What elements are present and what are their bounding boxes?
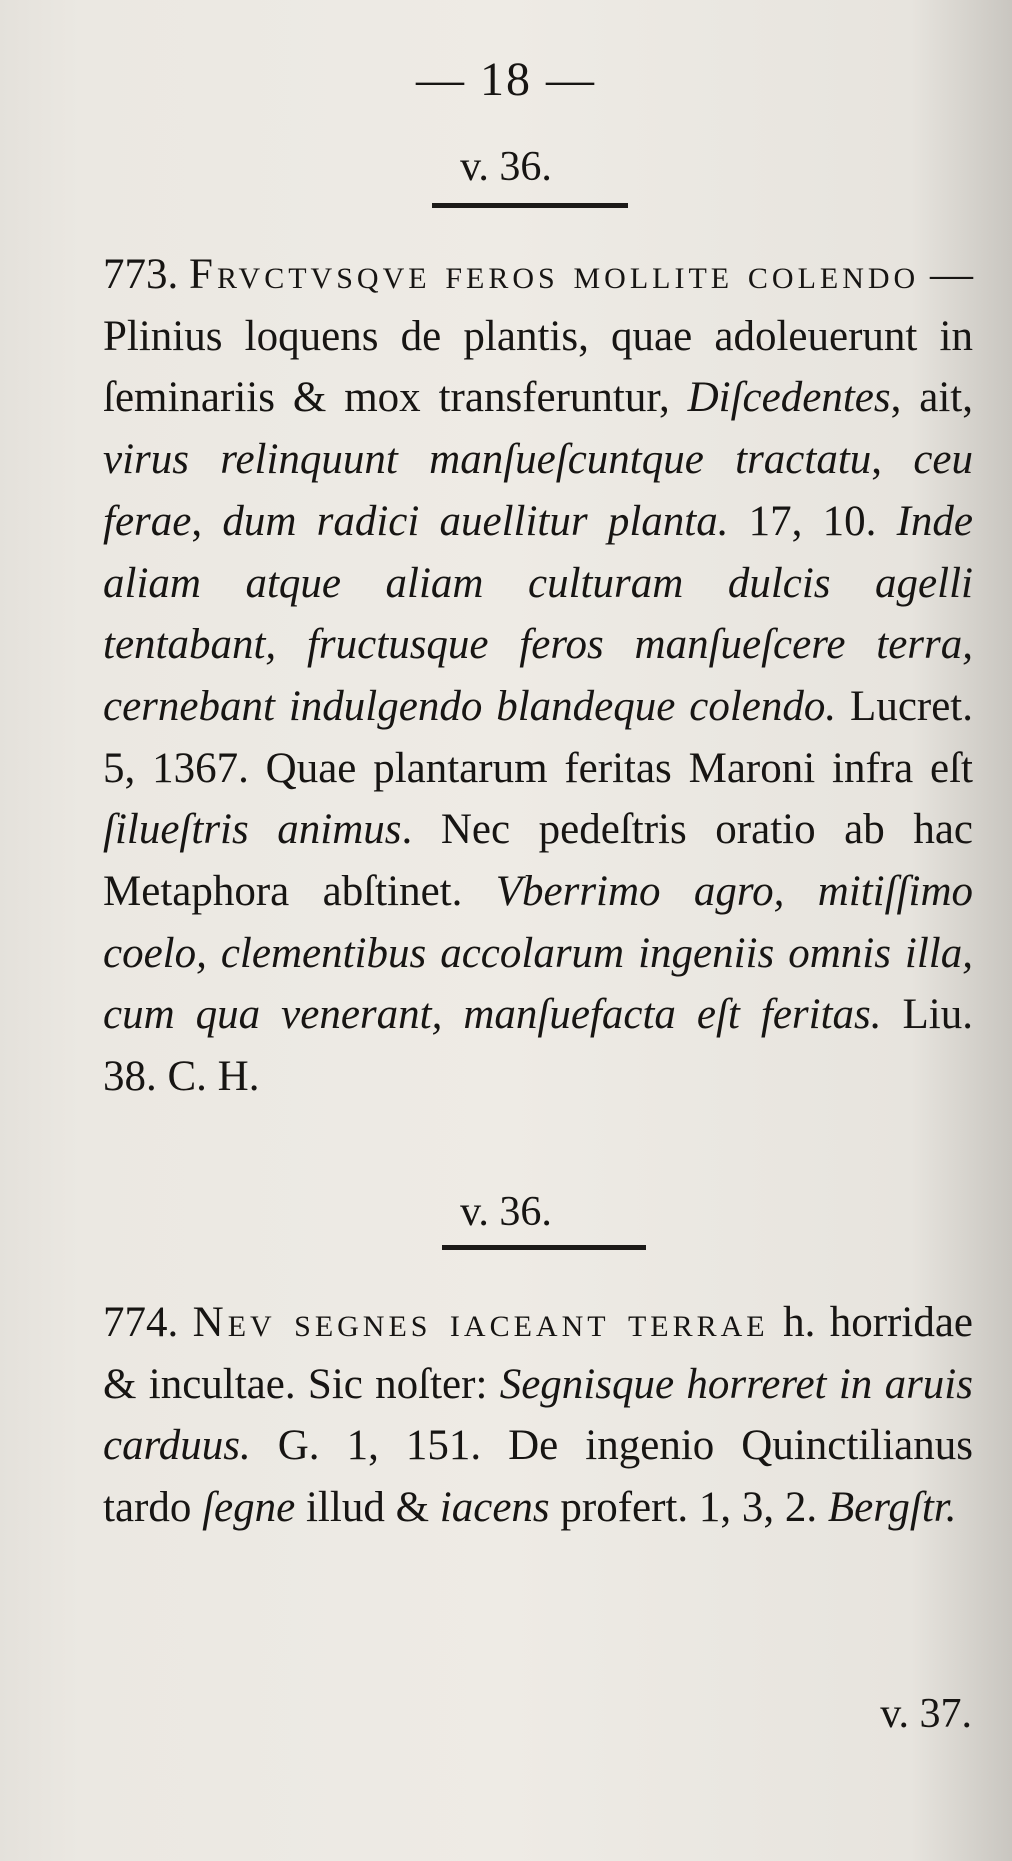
italic-run: dum radici auellitur planta. <box>222 497 729 545</box>
italic-run: virus relinquunt manſueſcuntque tractatu <box>103 436 872 484</box>
italic-run: ſilueſtris animus <box>103 806 402 854</box>
section-rule <box>442 1245 646 1250</box>
text-run: — Plinius loquens de plantis, quae adoleuerunt in ſeminariis & mox transferuntur, <box>103 251 973 422</box>
text-run: Lucret. 5, 1367. Quae plantarum feritas Maroni infra eſt <box>103 682 974 792</box>
text-run: 17, 10. <box>728 497 897 545</box>
italic-run: Vberrimo agro, mitiſſimo coelo, clementibus accolarum ingeniis omnis illa, cum qua venerant, manſuefacta eſt feritas. <box>103 868 973 1039</box>
verse-reference: v. 36. <box>460 144 552 190</box>
italic-run: ſegne <box>202 1484 296 1532</box>
entry-773 <box>103 244 973 1108</box>
italic-run: iacens <box>439 1484 550 1532</box>
text-run: G. 1, 151. De ingenio Quinctilianus tardo <box>103 1422 973 1532</box>
entry-number: 774. <box>103 1299 179 1346</box>
page-number: — 18 — <box>416 53 596 106</box>
catchword: v. 37. <box>880 1691 972 1737</box>
entry-body <box>103 251 973 1100</box>
text-run: profert. 1, 3, 2. <box>549 1484 828 1532</box>
text-run: . Nec pedeſtris oratio ab hac Metaphora abſtinet. <box>103 806 974 916</box>
text-run: h. horridae & incultae. Sic noſter: <box>103 1299 973 1408</box>
entry-heading: Frvctvsqve feros mollite colendo <box>189 251 920 298</box>
italic-run: Segnisque horreret in aruis carduus. <box>103 1360 973 1470</box>
text-run: , <box>191 497 223 545</box>
text-run: Liu. 38. C. H. <box>103 991 973 1101</box>
section-rule <box>432 203 628 208</box>
text-run: , ait, <box>890 374 973 422</box>
italic-run: Diſcedentes <box>687 374 891 422</box>
italic-run: ceu ferae <box>103 436 974 545</box>
text-run: , <box>871 436 914 484</box>
verse-reference: v. 36. <box>460 1189 552 1235</box>
text-run: illud & <box>295 1484 440 1532</box>
entry-774 <box>103 1292 973 1539</box>
entry-heading: Nev segnes iaceant terrae <box>192 1299 769 1346</box>
italic-run: Bergſtr. <box>827 1484 957 1532</box>
italic-run: Inde aliam atque aliam culturam dulcis agelli tentabant, fructusque feros manſueſcere terra, cernebant indulgendo blandeque colendo. <box>103 497 973 730</box>
entry-number: 773. <box>103 251 179 298</box>
